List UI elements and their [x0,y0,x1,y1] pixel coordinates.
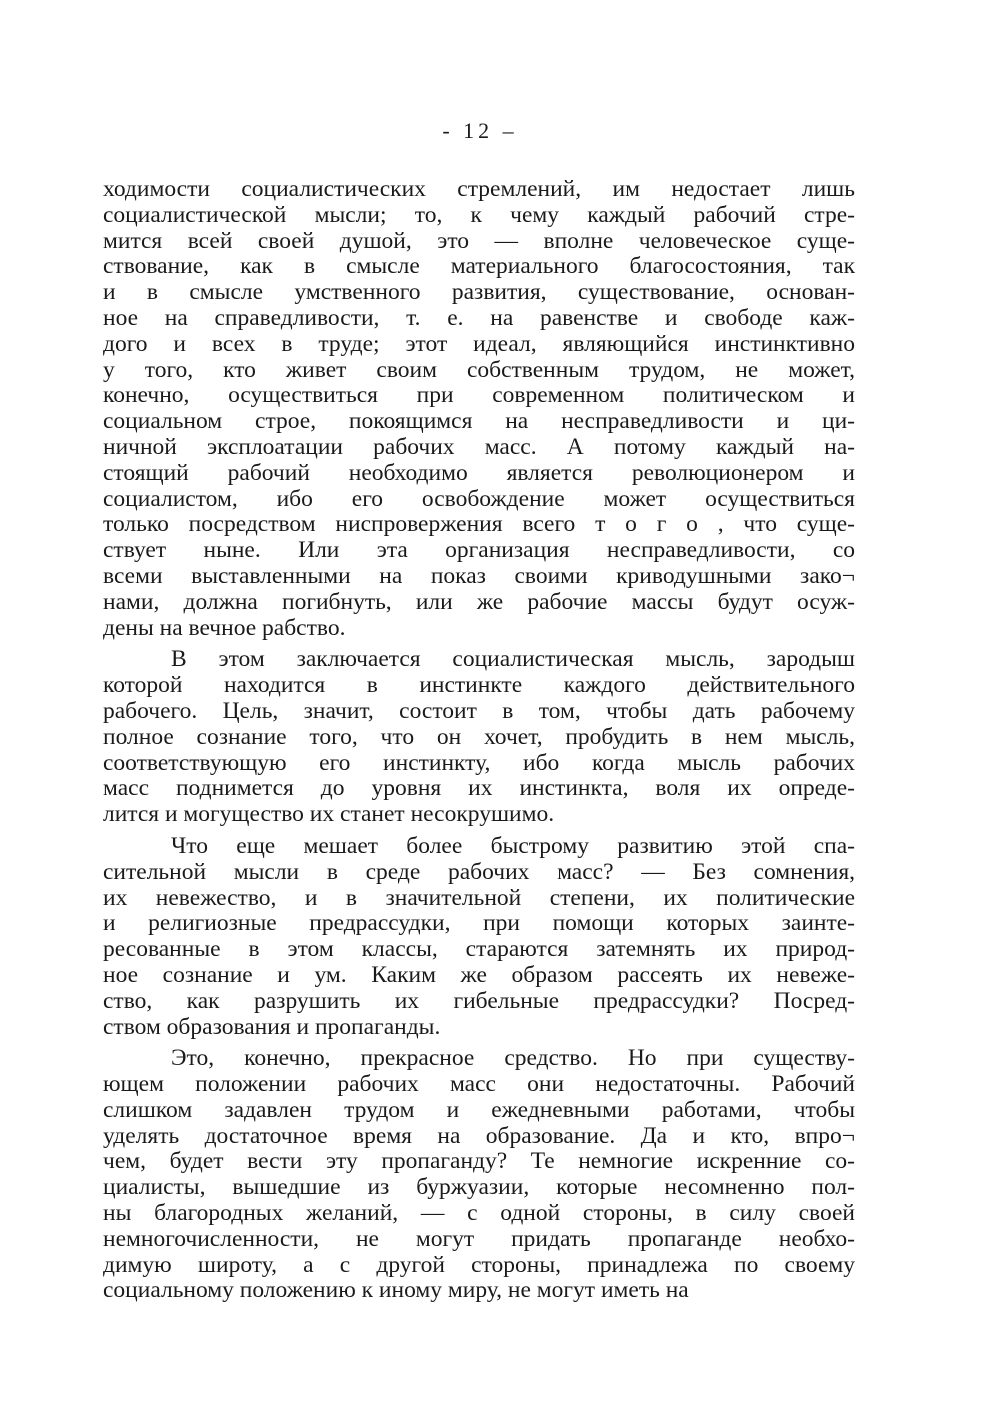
text-line: дены на вечное рабство. [103,614,346,641]
text-line: уделять достаточное время на образование. Да и кто, впро¬ [103,1122,855,1149]
text-line: всеми выставленными на показ своими криводушными зако¬ [103,562,855,589]
paragraph [103,647,855,828]
text-line: соответствующую его инстинкту, ибо когда мысль рабочих [103,749,855,776]
page-number: - 12 – [442,118,518,143]
paragraph [103,1046,855,1304]
text-line: и религиозные предрассудки, при помощи которых заинте- [103,910,855,937]
text-line: слишком задавлен трудом и ежедневными работами, чтобы [103,1096,855,1123]
text-line: циалисты, вышедшие из буржуазии, которые несомненно пол- [103,1174,855,1201]
text-line: ство, как разрушить их гибельные предрассудки? Посред- [103,987,855,1014]
text-line: только посредством ниспровержения всего т о г о , что суще- [103,511,855,538]
text-line: Это, конечно, прекрасное средство. Но при существу- [171,1045,855,1072]
text-line: социалистической мысли; то, к чему каждый рабочий стре- [103,201,855,228]
text-line: стоящий рабочий необходимо является революционером и [103,459,855,486]
text-line: рабочего. Цель, значит, состоит в том, чтобы дать рабочему [103,697,855,724]
text-line: мится всей своей душой, это — вполне человеческое суще- [103,227,855,254]
text-line: дого и всех в труде; этот идеал, являющийся инстинктивно [103,330,855,357]
text-line: димую широту, а с другой стороны, принадлежа по своему [103,1251,855,1278]
text-line: ходимости социалистических стремлений, им недостает лишь [103,176,855,202]
text-line: сительной мысли в среде рабочих масс? — Без сомнения, [103,858,855,885]
text-line: ющем положении рабочих масс они недостаточны. Рабочий [103,1071,855,1098]
text-line: нами, должна погибнуть, или же рабочие массы будут осуж- [103,588,855,615]
paragraph [103,177,855,641]
paragraph [103,834,855,1040]
text-line: социалистом, ибо его освобождение может осуществиться [103,485,855,512]
text-line: масс поднимется до уровня их инстинкта, воля их опреде- [103,775,855,802]
text-line: конечно, осуществиться при современном политическом и [103,382,855,409]
text-line: социальному положению к иному миру, не могут иметь на [103,1277,689,1304]
body-text [103,177,855,1310]
text-line: ствование, как в смысле материального благосостояния, так [103,253,855,280]
text-line: В этом заключается социалистическая мысль, зародыш [171,646,855,673]
text-line: ничной эксплоатации рабочих масс. А потому каждый на- [103,433,855,460]
text-line: которой находится в инстинкте каждого действительного [103,672,855,699]
text-line: лится и могущество их станет несокрушимо. [103,801,555,828]
text-line: ное на справедливости, т. е. на равенстве и свободе каж- [103,304,855,331]
text-line: социальном строе, покоящимся на несправедливости и ци- [103,408,855,435]
text-line: ством образования и пропаганды. [103,1013,441,1040]
text-line: ны благородных желаний, — с одной стороны, в силу своей [103,1200,855,1227]
text-line: чем, будет вести эту пропаганду? Те немногие искренние со- [103,1148,855,1175]
text-line: немногочисленности, не могут придать пропаганде необхо- [103,1225,855,1252]
text-line: и в смысле умственного развития, существование, основан- [103,279,855,306]
text-line: ствует ныне. Или эта организация несправедливости, со [103,537,855,564]
text-line: ное сознание и ум. Каким же образом рассеять их невеже- [103,961,855,988]
text-line: Что еще мешает более быстрому развитию этой спа- [171,832,855,859]
text-line: их невежество, и в значительной степени, их политические [103,884,855,911]
text-line: полное сознание того, что он хочет, пробудить в нем мысль, [103,723,855,750]
text-line: ресованные в этом классы, стараются затемнять их природ- [103,936,855,963]
text-line: у того, кто живет своим собственным трудом, не может, [103,356,855,383]
